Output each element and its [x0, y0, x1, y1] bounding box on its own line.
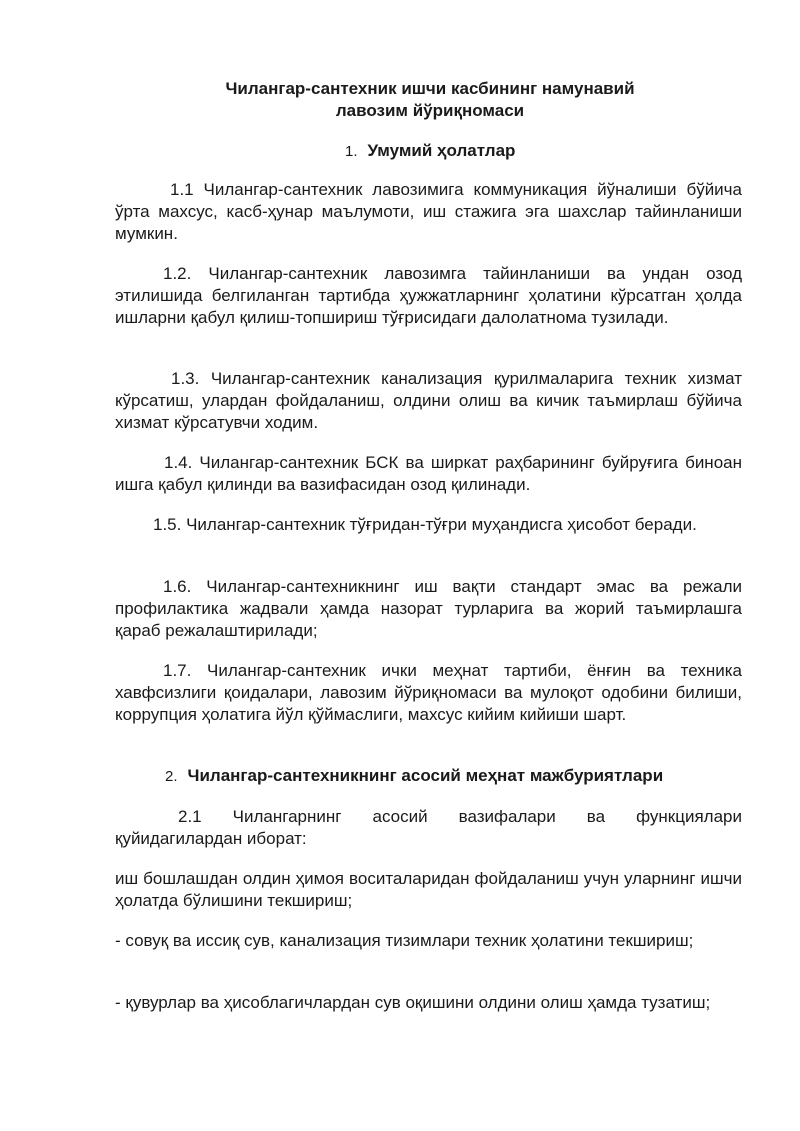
paragraph-2-1: 2.1 Чилангарнинг асосий вазифалари ва функциялари қуйидагилардан иборат:	[115, 807, 742, 848]
document-title-line2: лавозим йўриқномаси	[335, 101, 525, 120]
section-number: 2.	[165, 768, 178, 785]
section-heading-1	[345, 140, 515, 163]
section-title: Умумий ҳолатлар	[367, 141, 516, 160]
paragraph-1-4: 1.4. Чилангар-сантехник БСК ва ширкат раҳбарининг буйруғига биноан ишга қабул қилинди ва вазифасидан озод қилинади.	[115, 453, 742, 494]
document-title-line1: Чилангар-сантехник ишчи касбининг намунавий	[225, 79, 635, 98]
paragraph-1-5: 1.5. Чилангар-сантехник тўғридан-тўғри муҳандисга ҳисобот беради.	[153, 515, 697, 534]
paragraph-2-2: иш бошлашдан олдин ҳимоя воситаларидан фойдаланиш учун уларнинг ишчи ҳолатда бўлишини текшириш;	[115, 869, 742, 910]
paragraph-1-3: 1.3. Чилангар-сантехник канализация қурилмаларига техник хизмат кўрсатиш, улардан фойдаланиш, олдини олиш ва кичик таъмирлаш бўйича хизмат кўрсатувчи ходим.	[115, 369, 742, 432]
section-title: Чилангар-сантехникнинг асосий меҳнат мажбуриятлари	[187, 766, 664, 785]
paragraph-2-4: - қувурлар ва ҳисоблагичлардан сув оқишини олдини олиш ҳамда тузатиш;	[115, 993, 711, 1012]
paragraph-1-7: 1.7. Чилангар-сантехник ички меҳнат тартиби, ёнғин ва техника хавфсизлиги қоидалари, лавозим йўриқномаси ва мулоқот одобини билиши, коррупция ҳолатига йўл қўймаслиги, махсус кийим кийиши шарт.	[115, 661, 742, 724]
section-number: 1.	[345, 143, 358, 160]
paragraph-1-2: 1.2. Чилангар-сантехник лавозимга тайинланиши ва ундан озод этилишида белгиланган тартибда ҳужжатларнинг ҳолатини кўрсатган ҳолда ишларни қабул қилиш-топшириш тўғрисидаги далолатнома тузилади.	[115, 264, 742, 327]
paragraph-1-1: 1.1 Чилангар-сантехник лавозимига коммуникация йўналиши бўйича ўрта махсус, касб-ҳунар маълумоти, иш стажига эга шахслар тайинланиши мумкин.	[115, 180, 742, 243]
paragraph-1-6: 1.6. Чилангар-сантехникнинг иш вақти стандарт эмас ва режали профилактика жадвали ҳамда назорат турларига ва жорий таъмирлашга қараб режалаштирилади;	[115, 577, 742, 640]
section-heading-2	[165, 765, 663, 788]
paragraph-2-3: - совуқ ва иссиқ сув, канализация тизимлари техник ҳолатини текшириш;	[115, 931, 694, 950]
